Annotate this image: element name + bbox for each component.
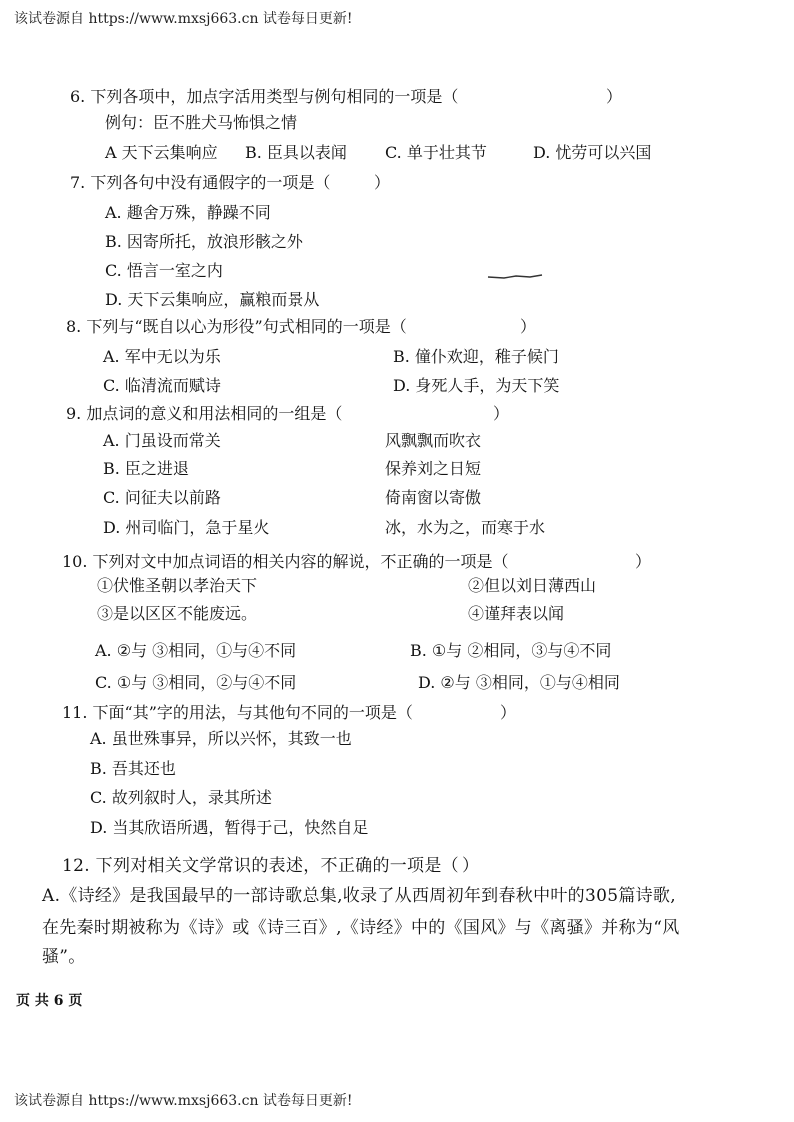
option-d: D. ②与 ③相同，①与④相同 [418, 673, 620, 692]
question-stem: 9. 加点词的意义和用法相同的一组是（ [66, 404, 343, 423]
question-stem: 6. 下列各项中，加点字活用类型与例句相同的一项是（ [70, 87, 459, 106]
option-b: B. 吾其还也 [90, 759, 176, 778]
option-b-left: B. 臣之进退 [103, 459, 189, 478]
option-a-left: A. 门虽设而常关 [103, 431, 221, 450]
option-d: D. 忧劳可以兴国 [533, 143, 652, 162]
option-c: C. 临清流而赋诗 [103, 376, 221, 395]
option-d: D. 天下云集响应，赢粮而景从 [105, 290, 320, 309]
item-1: ①伏惟圣朝以孝治天下 [97, 576, 258, 595]
option-a: A. 虽世殊事异，所以兴怀，其致一也 [90, 729, 352, 748]
item-4: ④谨拜表以闻 [468, 604, 565, 623]
option-c: C. 单于壮其节 [385, 143, 487, 162]
source-header: 该试卷源自 https://www.mxsj663.cn 试卷每日更新! [14, 11, 353, 27]
example-sentence: 例句：臣不胜犬马怖惧之情 [105, 113, 298, 132]
option-a: A 天下云集响应 [105, 143, 218, 162]
option-a-line-3: 骚”。 [42, 947, 86, 967]
option-d: D. 当其欣语所遇，暂得于己，快然自足 [90, 818, 369, 837]
option-a-line-2: 在先秦时期被称为《诗》或《诗三百》,《诗经》中的《国风》与《离骚》并称为“风 [42, 918, 680, 938]
option-a: A. 趣舍万殊，静躁不同 [105, 203, 271, 222]
source-footer: 该试卷源自 https://www.mxsj663.cn 试卷每日更新! [14, 1093, 353, 1109]
option-a: A. 军中无以为乐 [103, 347, 221, 366]
option-c: C. ①与 ③相同，②与④不同 [95, 673, 297, 692]
answer-close-paren: ） [462, 856, 480, 876]
answer-close-paren: ） [500, 703, 517, 722]
option-c: C. 故列叙时人，录其所述 [90, 788, 272, 807]
item-2: ②但以刘日薄西山 [468, 576, 597, 595]
option-b: B. 因寄所托，放浪形骸之外 [105, 232, 303, 251]
option-a-right: 风飘飘而吹衣 [385, 431, 482, 450]
option-c: C. 悟言一室之内 [105, 261, 223, 280]
option-d-right: 冰，水为之，而寒于水 [385, 518, 546, 537]
answer-close-paren: ） [606, 87, 623, 106]
answer-close-paren: ） [635, 552, 652, 571]
answer-close-paren: ） [493, 404, 510, 423]
page-indicator: 页 共 6 页 [16, 993, 83, 1009]
question-stem: 12. 下列对相关文学常识的表述，不正确的一项是（ [62, 856, 459, 876]
option-a: A. ②与 ③相同，①与④不同 [95, 641, 297, 660]
option-c-right: 倚南窗以寄傲 [385, 488, 482, 507]
option-a-line-1: A.《诗经》是我国最早的一部诗歌总集,收录了从西周初年到春秋中叶的305篇诗歌, [42, 886, 676, 906]
option-b: B. 僮仆欢迎，稚子候门 [393, 347, 559, 366]
question-stem: 7. 下列各句中没有通假字的一项是（ [70, 173, 331, 192]
option-c-left: C. 问征夫以前路 [103, 488, 221, 507]
option-d: D. 身死人手，为天下笑 [393, 376, 560, 395]
question-stem: 11. 下面“其”字的用法，与其他句不同的一项是（ [62, 703, 413, 722]
answer-close-paren: ） [374, 173, 391, 192]
option-b: B. ①与 ②相同，③与④不同 [410, 641, 612, 660]
option-d-left: D. 州司临门，急于星火 [103, 518, 270, 537]
question-stem: 10. 下列对文中加点词语的相关内容的解说，不正确的一项是（ [62, 552, 509, 571]
pen-mark [486, 270, 544, 282]
question-stem: 8. 下列与“既自以心为形役”句式相同的一项是（ [66, 317, 407, 336]
answer-close-paren: ） [520, 317, 537, 336]
option-b: B. 臣具以表闻 [245, 143, 347, 162]
option-b-right: 保养刘之日短 [385, 459, 482, 478]
item-3: ③是以区区不能废远。 [97, 604, 258, 623]
